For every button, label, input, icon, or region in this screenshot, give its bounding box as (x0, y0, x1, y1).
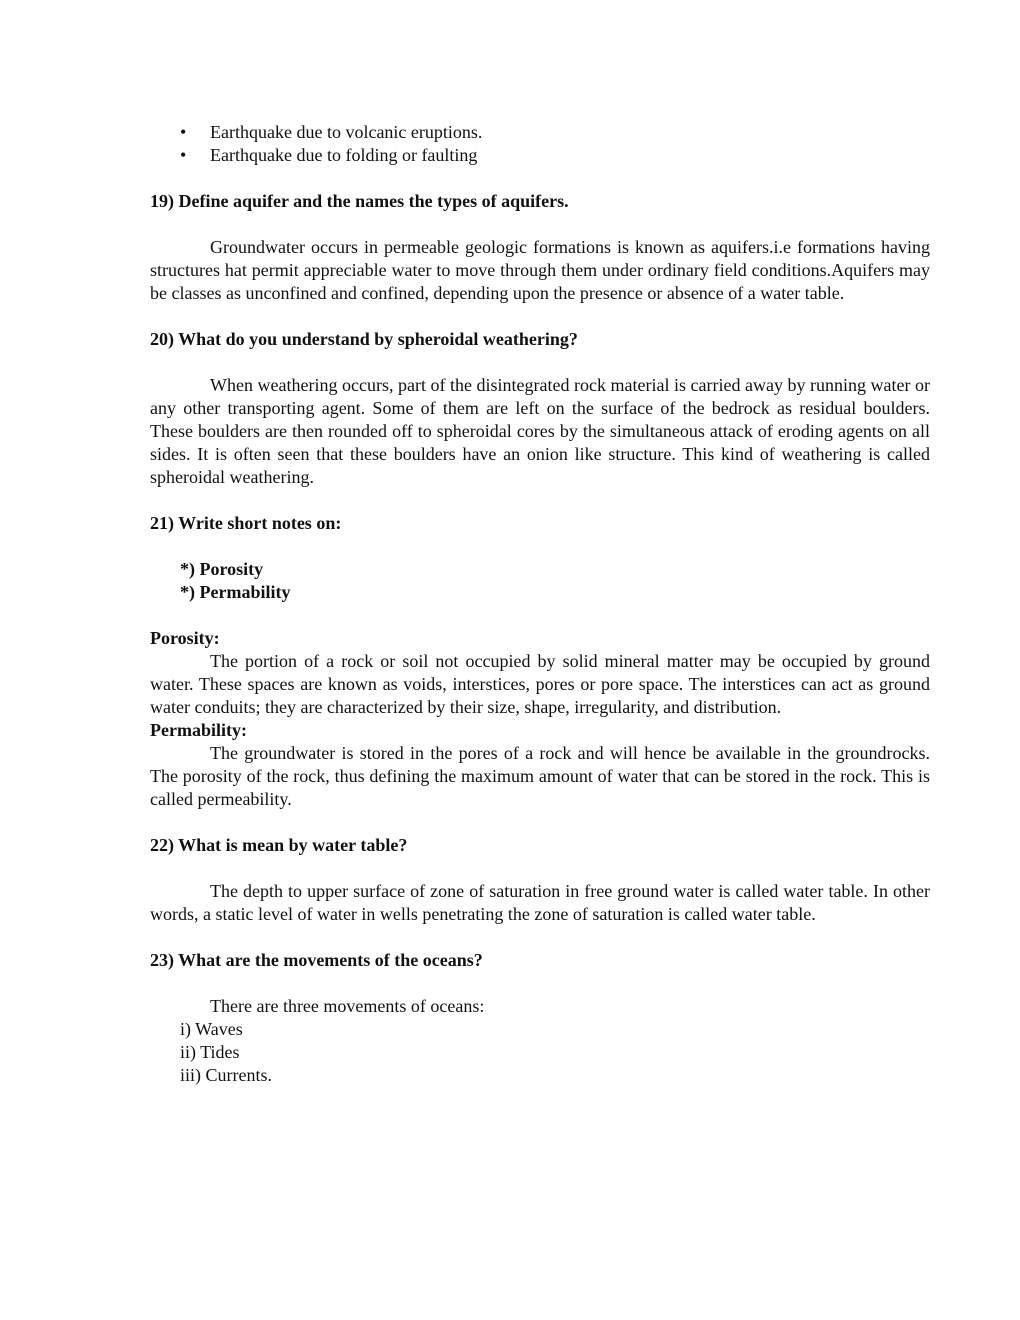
ocean-movement-item: i) Waves (180, 1019, 243, 1039)
bullet-text: Earthquake due to volcanic eruptions. (210, 122, 483, 142)
list-item (150, 121, 930, 144)
question-22-answer: The depth to upper surface of zone of saturation in free ground water is called water table. In other words, a static level of water in wells penetrating the zone of saturation is called water table. (150, 881, 930, 924)
question-23-heading: 23) What are the movements of the oceans? (150, 950, 483, 970)
question-21-heading: 21) Write short notes on: (150, 513, 342, 533)
bullet-text: Earthquake due to folding or faulting (210, 145, 478, 165)
note-item-permability: *) Permability (180, 582, 291, 602)
question-22-heading: 22) What is mean by water table? (150, 835, 408, 855)
question-20-heading: 20) What do you understand by spheroidal weathering? (150, 329, 578, 349)
question-19-answer: Groundwater occurs in permeable geologic formations is known as aquifers.i.e formations having structures hat permit appreciable water to move through them under ordinary field conditions.Aquifers may be classes as unconfined and confined, depending upon the presence or absence of a water table. (150, 237, 930, 303)
bullet-icon: • (180, 145, 187, 165)
permability-text: The groundwater is stored in the pores of a rock and will hence be available in the groundrocks. The porosity of the rock, thus defining the maximum amount of water that can be stored in the rock. This is called permeability. (150, 743, 930, 809)
porosity-text: The portion of a rock or soil not occupied by solid mineral matter may be occupied by ground water. These spaces are known as voids, interstices, pores or pore space. The interstices can act as ground water conduits; they are characterized by their size, shape, irregularity, and distribution. (150, 651, 930, 717)
question-23-intro: There are three movements of oceans: (210, 996, 485, 1016)
page-content (150, 121, 930, 1087)
bullet-icon: • (180, 122, 187, 142)
question-19-heading: 19) Define aquifer and the names the types of aquifers. (150, 191, 569, 211)
ocean-movement-item: iii) Currents. (180, 1065, 272, 1085)
list-item (150, 144, 930, 167)
earthquake-bullet-list (150, 121, 930, 167)
porosity-heading: Porosity: (150, 628, 220, 648)
question-20-answer: When weathering occurs, part of the disintegrated rock material is carried away by running water or any other transporting agent. Some of them are left on the surface of the bedrock as residual boulders. These boulders are then rounded off to spheroidal cores by the simultaneous attack of eroding agents on all sides. It is often seen that these boulders have an onion like structure. This kind of weathering is called spheroidal weathering. (150, 375, 930, 487)
permability-heading: Permability: (150, 720, 247, 740)
ocean-movement-item: ii) Tides (180, 1042, 240, 1062)
note-item-porosity: *) Porosity (180, 559, 264, 579)
